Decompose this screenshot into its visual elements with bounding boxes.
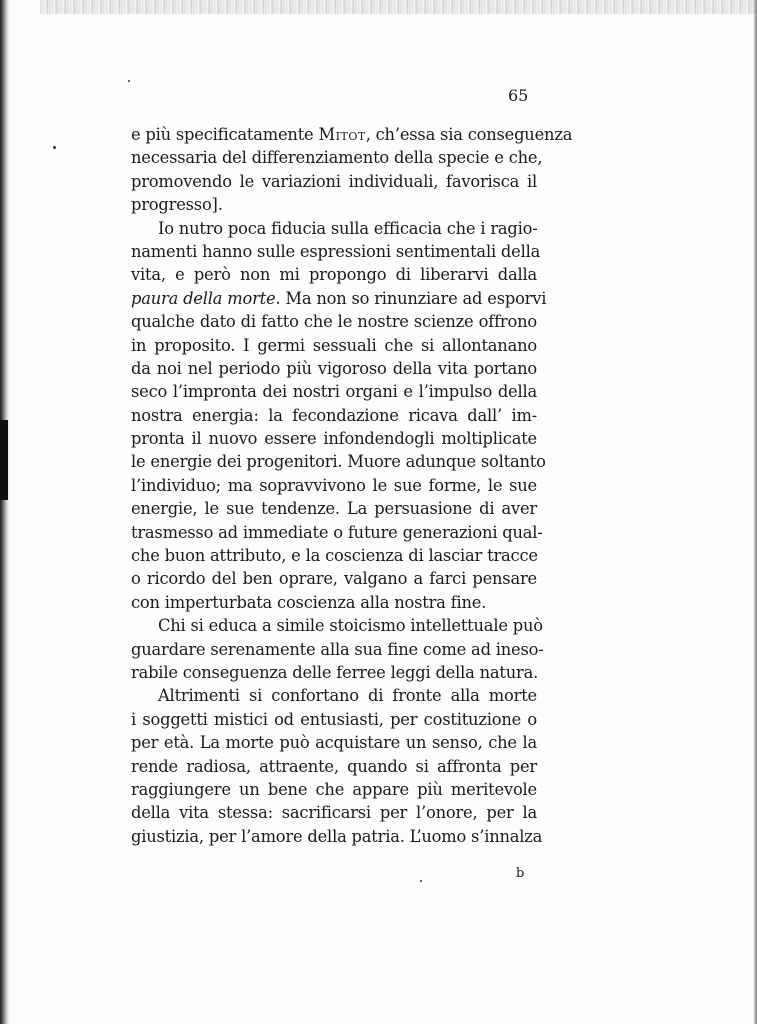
text-line: nostra energia: la fecondazione ricava dall’ im- (131, 405, 537, 425)
text-line: necessaria del differenziamento della specie e che, (131, 148, 543, 168)
text-line: energie, le sue tendenze. La persuasione di aver (131, 499, 537, 519)
text-line: in proposito. I germi sessuali che si allontanano (131, 335, 537, 355)
text-line: pronta il nuovo essere infondendogli moltiplicate (131, 429, 537, 449)
body-text (131, 123, 573, 848)
text-line: trasmesso ad immediate o future generazioni qual- (131, 522, 543, 542)
text-line: e più specificatamente Mitot, ch’essa sia conseguenza (131, 125, 573, 144)
scan-binding-shadow (0, 420, 8, 500)
text-line: seco l’impronta dei nostri organi e l’impulso della (131, 382, 537, 402)
text-line: della vita stessa: sacrificarsi per l’onore, per la (131, 803, 537, 823)
text-line: vita, e però non mi propongo di liberarvi dalla (131, 265, 537, 285)
text-line: con imperturbata coscienza alla nostra fine. (131, 592, 487, 612)
text-line: Io nutro poca fiducia sulla efficacia che i ragio- (158, 218, 538, 238)
text-line: che buon attributo, e la coscienza di lasciar tracce (131, 546, 538, 566)
text-line: da noi nel periodo più vigoroso della vita portano (131, 358, 537, 378)
text-line: le energie dei progenitori. Muore adunque soltanto (131, 452, 546, 472)
signature-mark: b (516, 866, 525, 881)
text-line: paura della morte. Ma non so rinunziare ad esporvi (131, 288, 547, 308)
text-line: raggiungere un bene che appare più meritevole (131, 779, 537, 799)
scan-speck (53, 146, 56, 149)
text-line: Altrimenti si confortano di fronte alla morte (158, 686, 537, 706)
text-line: namenti hanno sulle espressioni sentimentali della (131, 241, 541, 261)
text-line: guardare serenamente alla sua fine come ad ineso- (131, 639, 544, 659)
text-line: o ricordo del ben oprare, valgano a farci pensare (131, 569, 537, 589)
text-line: rabile conseguenza delle ferree leggi della natura. (131, 662, 539, 682)
text-line: progresso]. (131, 195, 223, 215)
page-number: 65 (508, 86, 529, 105)
text-line: per età. La morte può acquistare un senso, che la (131, 733, 537, 753)
text-line: qualche dato di fatto che le nostre scienze offrono (131, 312, 537, 332)
scan-speck (128, 80, 130, 82)
text-line: rende radiosa, attraente, quando si affronta per (131, 756, 537, 776)
scan-left-border (0, 0, 10, 1024)
scan-top-border (40, 0, 757, 14)
text-line: giustizia, per l’amore della patria. L’uomo s’innalza (131, 826, 543, 846)
text-line: l’individuo; ma sopravvivono le sue forme, le sue (131, 475, 537, 495)
text-line: promovendo le variazioni individuali, favorisca il (131, 171, 537, 191)
scan-speck (420, 880, 422, 882)
text-line: i soggetti mistici od entusiasti, per costituzione o (131, 709, 537, 729)
text-line: Chi si educa a simile stoicismo intellettuale può (158, 616, 543, 636)
scan-right-border (753, 0, 757, 1024)
